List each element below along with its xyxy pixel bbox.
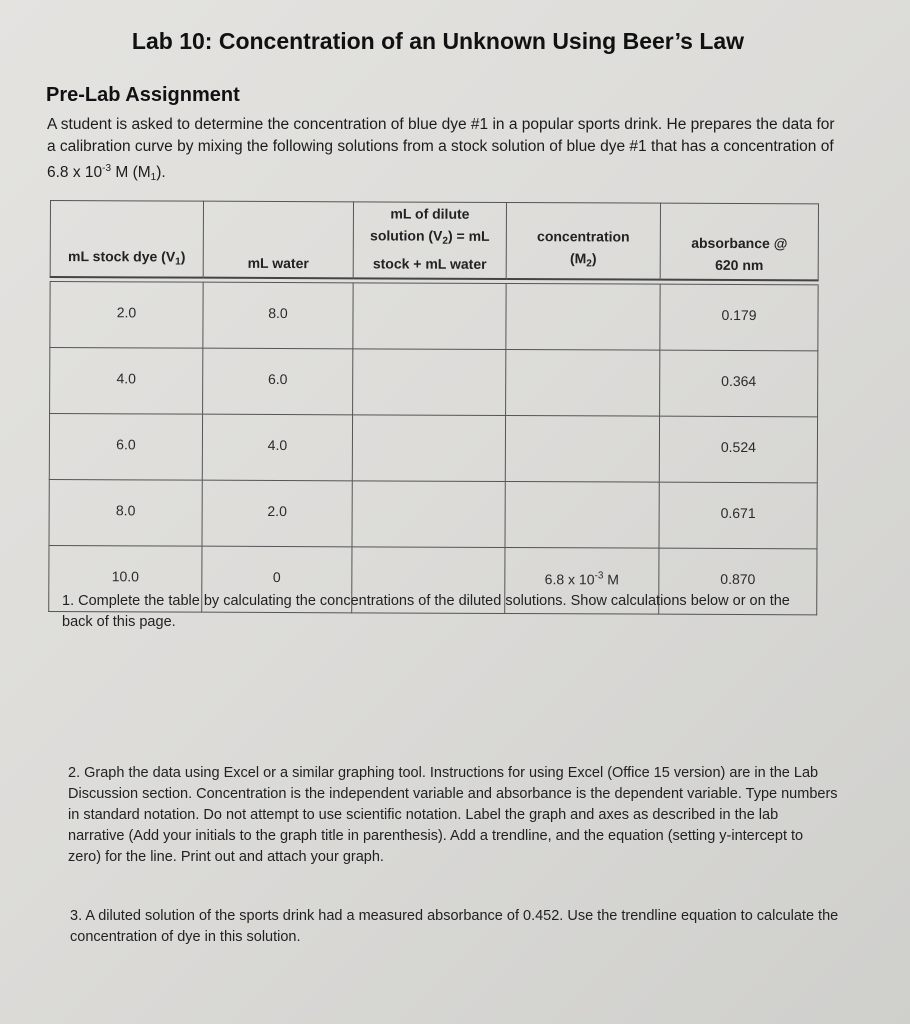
table-row — [50, 282, 818, 351]
cell-concentration[interactable] — [505, 481, 659, 548]
table-row — [49, 414, 817, 483]
cell-conc-unit: M — [603, 570, 620, 587]
cell-dilute[interactable] — [353, 283, 506, 350]
cell-absorbance: 0.870 — [659, 548, 817, 615]
header-stock-dye-end: ) — [180, 248, 186, 265]
cell-stock: 10.0 — [49, 545, 202, 612]
header-conc-sub: 2 — [586, 258, 592, 270]
header-stock-dye — [50, 201, 203, 278]
intro-text-part3: ). — [156, 164, 166, 181]
intro-exponent: -3 — [102, 163, 112, 174]
header-water-text: mL water — [247, 254, 309, 272]
section-heading: Pre-Lab Assignment — [46, 84, 240, 106]
cell-stock: 8.0 — [49, 479, 202, 546]
cell-water: 4.0 — [202, 414, 352, 481]
cell-dilute[interactable] — [352, 481, 505, 548]
intro-paragraph — [47, 114, 837, 189]
cell-stock: 2.0 — [50, 282, 203, 349]
header-dilute-line3: stock + mL water — [372, 255, 487, 272]
header-conc-line2a: (M — [569, 250, 587, 267]
question-2: 2. Graph the data using Excel or a similar graphing tool. Instructions for using Excel (Office 15 version) are in the Lab Discussion section. Concentration is the independent variable and absorbance is the dependent variable. Type numbers in standard notation. Do not attempt to use scientific notation. Label the graph and axes as described in the lab narrative (Add your initials to the graph title in parenthesis). Add a trendline, and the equation (setting y-intercept to zero) for the line. Print out and attach your graph. — [68, 765, 838, 865]
cell-absorbance: 0.671 — [659, 482, 817, 549]
header-water — [203, 201, 353, 278]
intro-subscript: 1 — [150, 172, 157, 183]
intro-text-part2: M (M — [111, 164, 151, 181]
table-row — [50, 348, 818, 417]
cell-water: 8.0 — [203, 282, 353, 349]
cell-water: 6.0 — [203, 348, 353, 415]
header-abs-line1: absorbance @ — [691, 234, 788, 252]
cell-water: 0 — [202, 546, 352, 613]
cell-stock: 6.0 — [49, 414, 202, 481]
header-abs-line2: 620 nm — [715, 256, 764, 274]
calibration-table — [48, 200, 819, 615]
cell-conc-exp: -3 — [594, 569, 604, 581]
header-conc-line2b: ) — [591, 250, 597, 267]
cell-dilute[interactable] — [353, 349, 506, 416]
cell-absorbance: 0.179 — [660, 284, 818, 351]
table-row — [49, 479, 817, 548]
header-dilute-sub: 2 — [442, 235, 448, 247]
header-dilute-line2b: ) = mL — [447, 227, 490, 244]
page-title: Lab 10: Concentration of an Unknown Using Beer’s Law — [131, 28, 745, 54]
header-dilute-line2a: solution (V — [370, 227, 443, 244]
header-stock-dye-sub: 1 — [175, 256, 181, 268]
cell-conc-value: 6.8 x 10 — [544, 570, 595, 587]
header-dilute-solution — [353, 202, 506, 279]
table-header-row — [50, 201, 818, 281]
header-absorbance — [660, 203, 818, 280]
header-concentration — [506, 202, 660, 279]
header-dilute-line1: mL of dilute — [390, 205, 470, 222]
cell-concentration[interactable] — [506, 283, 660, 350]
header-conc-line1: concentration — [537, 228, 630, 245]
cell-dilute[interactable] — [352, 415, 505, 482]
question-3: 3. A diluted solution of the sports drink had a measured absorbance of 0.452. Use the trendline equation to calculate the concentration of dye in this solution. — [70, 908, 839, 945]
cell-stock: 4.0 — [50, 348, 203, 415]
intro-text-part1: A student is asked to determine the concentration of blue dye #1 in a popular sports drink. He prepares the data for a calibration curve by mixing the following solutions from a stock solution of blue dye #1 that has a concentration of 6.8 x 10 — [47, 116, 835, 181]
header-stock-dye-text: mL stock dye (V — [68, 248, 176, 265]
cell-absorbance: 0.524 — [659, 416, 817, 483]
cell-absorbance: 0.364 — [660, 350, 818, 417]
question-1: 1. Complete the table by calculating the concentrations of the diluted solutions. Show calculations below or on the back of this page. — [62, 593, 790, 630]
cell-concentration[interactable] — [505, 415, 659, 482]
cell-concentration[interactable] — [506, 349, 660, 416]
cell-water: 2.0 — [202, 480, 352, 547]
